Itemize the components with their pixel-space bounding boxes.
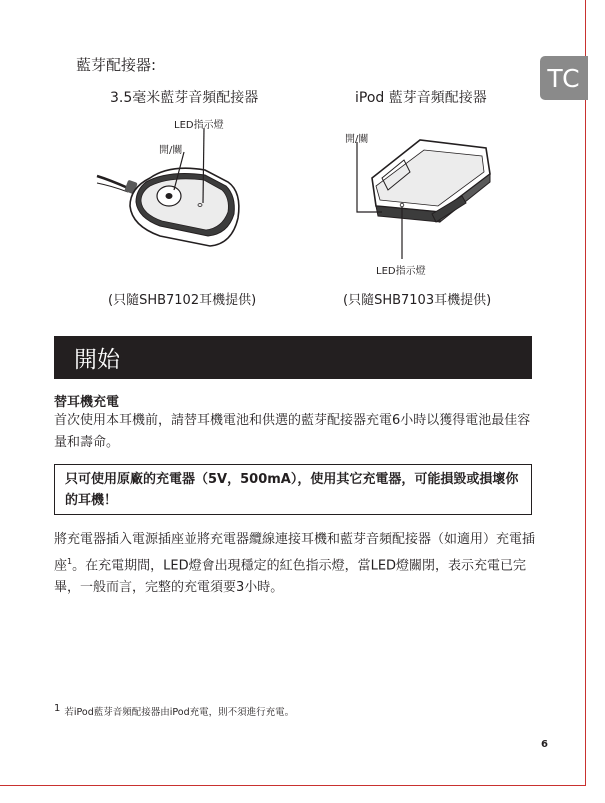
charger-warning-box — [54, 464, 532, 515]
page-border-bottom — [0, 785, 586, 786]
footnote-text: 若iPod藍芽音頻配接器由iPod充電，則不須進行充電。 — [64, 707, 295, 718]
section-title-bar — [54, 336, 532, 379]
section-title: 開始 — [74, 347, 120, 373]
adapter-35mm-caption: (只隨SHB7102耳機提供) — [108, 293, 257, 308]
footnote — [54, 704, 294, 718]
charging-instructions-part1: 將充電器插入電源插座並將充電器纜線連接耳機和藍芽音頻配接器（如適用）充電插座 — [54, 532, 536, 574]
adapter-35mm-title: 3.5毫米藍芽音頻配接器 — [110, 90, 259, 106]
language-tab: TC — [540, 56, 588, 100]
charging-instructions-part2: 。在充電期間，LED燈會出現穩定的紅色指示燈，當LED燈關閉，表示充電已完畢，一般而言，完整的充電須要3小時。 — [54, 558, 527, 596]
adapter-ipod-led-label: LED指示燈 — [376, 266, 426, 277]
charging-intro: 首次使用本耳機前，請替耳機電池和供選的藍芽配接器充電6小時以獲得電池最佳容量和壽命。 — [54, 413, 531, 450]
charger-warning-text: 只可使用原廠的充電器（5V，500mA），使用其它充電器，可能損毀或損壞你的耳機！ — [65, 472, 519, 508]
page-number: 6 — [541, 739, 548, 750]
adapter-illustrations — [0, 0, 605, 330]
adapter-ipod-power-label: 開/關 — [345, 134, 369, 145]
adapter-35mm-led-label: LED指示燈 — [174, 120, 224, 131]
footnote-number: 1 — [54, 703, 61, 714]
adapter-ipod-caption: (只隨SHB7103耳機提供) — [343, 293, 492, 308]
charging-title: 替耳機充電 — [54, 395, 120, 410]
footnote-reference: 1 — [67, 557, 73, 566]
charging-instructions — [54, 529, 536, 599]
adapter-ipod-title: iPod 藍芽音頻配接器 — [355, 90, 487, 106]
adapter-35mm-power-label: 開/關 — [159, 145, 183, 156]
accessory-heading: 藍芽配接器: — [76, 56, 157, 74]
adapter-ipod-illustration — [357, 140, 490, 259]
